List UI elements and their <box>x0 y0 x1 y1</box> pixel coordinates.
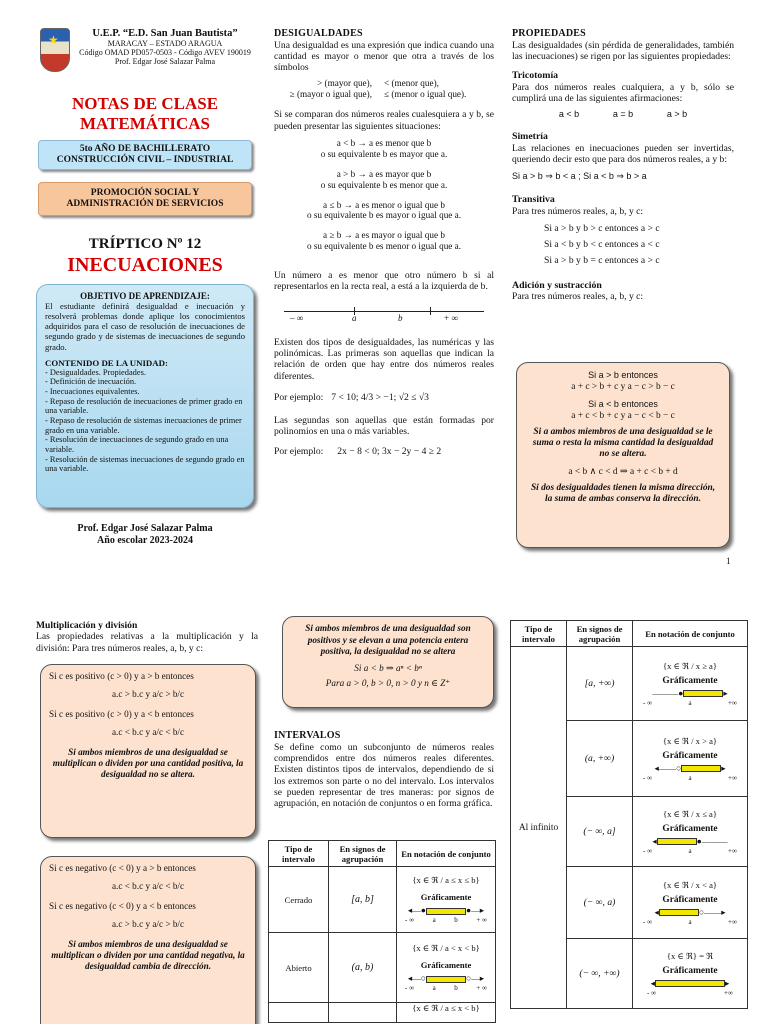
case-1 <box>274 138 494 160</box>
case-4 <box>274 230 494 252</box>
row-set-cell <box>633 721 748 797</box>
graph-axis <box>633 774 747 782</box>
negative-box <box>40 856 256 1024</box>
axis-label: a <box>432 984 436 992</box>
axis-label: a <box>432 916 436 924</box>
case-4-line-2: o su equivalente b es menor o igual que a. <box>306 241 462 252</box>
interval-bar <box>426 908 466 915</box>
props-intro: Las desigualdades (sin pérdida de generalidades, también las inecuaciones) se rigen por las siguientes propiedades: <box>512 39 734 63</box>
table-row <box>269 933 496 1003</box>
axis-label: a <box>688 698 692 707</box>
page-number: 1 <box>726 556 731 566</box>
pos-formula-2: a.c < b.c y a/c < b/c <box>111 726 185 737</box>
header-sign: En signos de agrupación <box>567 621 633 647</box>
axis-label: +∞ <box>728 773 737 782</box>
header-sign: En signos de agrupación <box>329 841 397 867</box>
case-3-line-1: a ≤ b → a es menor o igual que b <box>323 199 445 210</box>
table-header-row <box>269 841 496 867</box>
header-set: En notación de conjunto <box>633 621 748 647</box>
school-codes: Código OMAD PD057-0503 - Código AVEV 190019 <box>79 48 251 58</box>
axis-label: - ∞ <box>405 984 415 992</box>
trans-item: Si a > b y b = c entonces a > c <box>544 255 660 267</box>
axis-label: - ∞ <box>643 846 653 855</box>
header-type: Tipo de intervalo <box>269 841 329 867</box>
row-sign: (a, b) <box>329 933 397 1003</box>
row-type: Cerrado <box>269 867 329 933</box>
trans-item: Si a > b y b > c entonces a > c <box>544 222 660 234</box>
pos-line-1: Si c es positivo (c > 0) y a > b entonces <box>49 671 194 681</box>
row-sign: [a, b] <box>329 867 397 933</box>
promo-box-line-2: ADMINISTRACIÓN DE SERVICIOS <box>66 199 224 210</box>
row-set: {x ∈ ℜ / a ≤ x < b} <box>397 1003 496 1023</box>
neg-rule: Si ambos miembros de una desigualdad se multiplican o dividen por una cantidad negativa, la desigualdad cambia de dirección. <box>51 938 245 971</box>
add-rule: Si a ambos miembros de una desigualdad se le suma o resta la misma cantidad la desigualdad no se altera. <box>532 426 714 460</box>
tick-b <box>430 307 431 315</box>
neg-line-2: Si c es negativo (c < 0) y a < b entonces <box>49 900 196 911</box>
list-item: - Resolución de sistemas inecuaciones de segundo grado en una variable. <box>45 454 245 474</box>
axis-label: a <box>688 846 692 855</box>
footer-year: Año escolar 2023-2024 <box>97 535 193 546</box>
graph-axis <box>633 918 747 926</box>
header-type: Tipo de intervalo <box>511 621 567 647</box>
power-formula: Si a < b ⇒ aⁿ < bⁿ <box>354 662 422 673</box>
intervals-column <box>274 730 494 810</box>
axis-label: a <box>688 917 692 926</box>
graph-label: Gráficamente <box>662 823 718 834</box>
infinite-type: Al infinito <box>511 647 567 1009</box>
add-text: Para tres números reales, a, b, y c: <box>512 291 644 303</box>
table-row <box>269 867 496 933</box>
addition-box <box>516 362 730 548</box>
row-sign: (− ∞, +∞) <box>567 939 633 1009</box>
number-line-axis <box>284 311 484 312</box>
row-set: {x ∈ ℜ / a ≤ x ≤ b} <box>412 875 480 885</box>
tric-title: Tricotomía <box>512 70 559 82</box>
interval-bar <box>426 976 466 983</box>
sim-text: Las relaciones en inecuaciones pueden ser invertidas, queriendo decir esto que para dos números reales, a y b: <box>512 142 734 166</box>
add-title: Adición y sustracción <box>512 279 602 291</box>
case-3 <box>274 200 494 222</box>
row-sign <box>329 1003 397 1023</box>
symbol-lt: < (menor que), <box>384 77 439 88</box>
list-item: - Desigualdades. Propiedades. <box>45 367 146 377</box>
label-b: b <box>398 312 403 323</box>
axis-label: +∞ <box>728 917 737 926</box>
label-minus-inf: – ∞ <box>290 312 304 323</box>
axis-label: - ∞ <box>647 988 657 997</box>
add-box-line: Si a < b entonces <box>588 398 658 409</box>
row-set: {x ∈ ℜ / x ≤ a} <box>662 808 717 819</box>
mult-intro: Las propiedades relativas a la multiplicación y la división: Para tres números reales, a, b, y c: <box>36 631 258 654</box>
props-column <box>512 28 734 303</box>
row-set: {x ∈ ℜ / x ≥ a} <box>662 660 717 671</box>
case-2-line-2: o su equivalente b es menor que a. <box>320 179 448 190</box>
positive-box <box>40 664 256 838</box>
intervals-text: Se define como un subconjunto de números reales comprendidos entre dos números reales diferentes. Existen distintos tipos de intervalos, dependiendo de si los extremos son parte o no del intervalo. Los intervalos se pueden representar de tres maneras: por signos de agrupación, en notación de conjuntos o en forma gráfica. <box>274 741 494 810</box>
pos-formula-1: a.c > b.c y a/c > b/c <box>111 688 185 699</box>
list-item: - Definición de inecuación. <box>45 377 137 387</box>
row-sign: (− ∞, a) <box>567 867 633 939</box>
row-set-cell <box>397 867 496 933</box>
school-place: MARACAY – ESTADO ARAGUA <box>107 39 223 48</box>
trans-title: Transitiva <box>512 193 555 205</box>
interval-bar <box>659 909 699 916</box>
graph-axis <box>397 984 495 992</box>
case-4-line-1: a ≥ b → a es mayor o igual que b <box>323 230 445 241</box>
tric-text: Para dos números reales cualquiera, a y b, sólo se cumplirá una de las siguientes afirmaciones: <box>512 81 734 105</box>
symbol-gt: > (mayor que), <box>317 77 372 88</box>
list-item: - Resolución de inecuaciones de segundo grado en una variable. <box>45 435 229 454</box>
axis-label: - ∞ <box>643 917 653 926</box>
axis-label: + ∞ <box>476 984 487 992</box>
label-plus-inf: + ∞ <box>444 312 458 323</box>
pos-rule: Si ambos miembros de una desigualdad se multiplican o dividen por una cantidad positiva, la desigualdad no se altera. <box>52 746 244 779</box>
line-text: Un número a es menor que otro número b si al representarlos en la recta real, a está a la izquierda de b. <box>274 269 494 293</box>
trans-text: Para tres números reales, a, b, y c: <box>512 205 644 217</box>
row-sign: [a, +∞) <box>567 647 633 721</box>
tric-item: a > b <box>666 108 688 119</box>
row-set-cell <box>633 867 748 939</box>
notes-title <box>36 94 254 133</box>
desig-column <box>274 28 494 457</box>
trans-items <box>512 221 734 270</box>
content-title: CONTENIDO DE LA UNIDAD: <box>45 357 168 368</box>
interval-bar <box>655 980 725 987</box>
case-3-line-2: o su equivalente b es mayor o igual que a. <box>306 210 462 221</box>
topic-title: INECUACIONES <box>67 254 223 276</box>
sim-title: Simetría <box>512 131 548 143</box>
axis-label: +∞ <box>728 698 737 707</box>
trans-item: Si a < b y b < c entonces a < c <box>544 239 660 251</box>
header-set: En notación de conjunto <box>397 841 496 867</box>
interval-bar <box>657 838 697 845</box>
table-row <box>511 647 748 721</box>
interval-graph: ◂ ●——— <box>652 835 728 846</box>
interval-graph: ◂ ▸ <box>650 977 730 988</box>
row-type <box>269 1003 329 1023</box>
graph-label: Gráficamente <box>662 894 718 905</box>
case-1-line-2: o su equivalente b es mayor que a. <box>320 148 448 159</box>
year-box-line-2: CONSTRUCCIÓN CIVIL – INDUSTRIAL <box>56 155 234 166</box>
row-set-cell <box>633 939 748 1009</box>
footer-left <box>36 523 254 547</box>
axis-label: a <box>688 773 692 782</box>
row-type: Abierto <box>269 933 329 1003</box>
pos-line-2: Si c es positivo (c > 0) y a < b entonces <box>49 708 194 719</box>
axis-label: - ∞ <box>405 916 415 924</box>
case-2 <box>274 169 494 191</box>
interval-bar <box>683 690 723 697</box>
desig-title: DESIGUALDADES <box>274 28 363 39</box>
list-item: - Repaso de resolución de inecuaciones de primer grado en una variable. <box>45 396 243 416</box>
table-row <box>269 1003 496 1023</box>
desig-compare: Si se comparan dos números reales cualesquiera a y b, se pueden presentar las siguientes situaciones: <box>274 109 494 132</box>
promo-box <box>38 182 252 216</box>
intervals-title: INTERVALOS <box>274 730 341 741</box>
row-set: {x ∈ ℜ / x < a} <box>662 879 718 890</box>
header-block <box>70 28 260 67</box>
notes-title-line-1: NOTAS DE CLASE <box>71 94 219 113</box>
neg-line-1: Si c es negativo (c < 0) y a > b entonces <box>49 863 196 873</box>
school-prof: Prof. Edgar José Salazar Palma <box>114 57 216 67</box>
axis-label: +∞ <box>728 846 737 855</box>
tric-items <box>512 109 734 120</box>
objective-title: OBJETIVO DE APRENDIZAJE: <box>80 291 210 301</box>
case-1-line-1: a < b → a es menor que b <box>336 138 432 149</box>
power-box <box>282 616 494 708</box>
poly-text: Las segundas son aquellas que están formadas por polinomios en una o más variables. <box>274 415 494 438</box>
symbols-row-2 <box>274 89 494 100</box>
example-2-label: Por ejemplo: <box>274 445 324 457</box>
row-set-cell <box>633 797 748 867</box>
graph-label: Gráficamente <box>662 965 718 976</box>
add-box-line: a + c > b + c y a − c > b − c <box>571 382 675 393</box>
row-set-cell <box>633 647 748 721</box>
interval-graph: ◂ ○——▸ <box>654 906 726 917</box>
example-1-label: Por ejemplo: <box>274 391 324 403</box>
graph-axis <box>633 847 747 855</box>
example-2 <box>274 446 494 457</box>
intervals-table <box>268 840 496 1023</box>
mult-title: Multiplicación y división <box>36 620 138 631</box>
sim-formula: Si a > b ⇒ b < a ; Si a < b ⇒ b > a <box>512 171 647 182</box>
school-name: U.E.P. “E.D. San Juan Bautista” <box>92 28 238 39</box>
tric-item: a = b <box>612 108 634 119</box>
power-cond: Para a > 0, b > 0, n > 0 y n ∈ Z⁺ <box>325 678 451 688</box>
interval-graph: ◂—● ●—▸ <box>407 905 485 915</box>
axis-label: b <box>454 984 458 992</box>
symbols-row-1 <box>274 78 494 89</box>
graph-axis <box>397 916 495 924</box>
row-set-cell <box>397 933 496 1003</box>
case-2-line-1: a > b → a es mayor que b <box>336 168 432 179</box>
graph-label: Gráficamente <box>420 892 472 902</box>
axis-label: +∞ <box>724 988 733 997</box>
row-set: {x ∈ ℜ} = ℜ <box>666 950 714 961</box>
triptico-number: TRÍPTICO Nº 12 <box>88 236 202 252</box>
row-set: {x ∈ ℜ / a < x < b} <box>412 943 480 953</box>
graph-label: Gráficamente <box>662 675 718 686</box>
add-formula: a < b ∧ c < d ⇒ a + c < b + d <box>568 466 678 477</box>
axis-label: - ∞ <box>643 698 653 707</box>
promo-box-line-1: PROMOCIÓN SOCIAL Y <box>90 188 200 198</box>
star-icon: ★ <box>48 33 59 47</box>
label-a: a <box>352 312 357 323</box>
example-1-value: 7 < 10; 4/3 > −1; √2 ≤ √3 <box>331 391 429 403</box>
interval-graph: ◂——○ ▸ <box>654 762 726 773</box>
example-2-value: 2x − 8 < 0; 3x − 2y − 4 ≥ 2 <box>337 445 442 457</box>
graph-axis <box>633 699 747 707</box>
row-set: {x ∈ ℜ / x > a} <box>662 735 718 746</box>
example-1 <box>274 392 494 403</box>
neg-formula-1: a.c < b.c y a/c < b/c <box>111 880 185 891</box>
graph-label: Gráficamente <box>420 960 472 970</box>
table-header-row <box>511 621 748 647</box>
row-sign: (− ∞, a] <box>567 797 633 867</box>
symbol-le: ≤ (menor o igual que). <box>384 88 467 99</box>
graph-label: Gráficamente <box>662 750 718 761</box>
interval-graph: ———● ▸ <box>652 687 728 698</box>
mult-column <box>36 620 258 654</box>
add-box-line: Si a > b entonces <box>588 370 658 380</box>
infinite-table <box>510 620 748 1009</box>
year-box-line-1: 5to AÑO DE BACHILLERATO <box>79 144 211 154</box>
notes-title-line-2: MATEMÁTICAS <box>79 113 211 133</box>
power-rule: Si ambos miembros de una desigualdad son positivos y se elevan a una potencia entera positiva, la desigualdad no se altera <box>305 623 471 656</box>
axis-label: - ∞ <box>643 773 653 782</box>
add-box-line: a + c < b + c y a − c < b − c <box>571 410 675 421</box>
year-box <box>38 140 252 170</box>
neg-formula-2: a.c > b.c y a/c > b/c <box>111 918 185 929</box>
types-text: Existen dos tipos de desigualdades, las numéricas y las polinómicas. Las primeras son aquellas que indican la relación de orden que hay entre dos números reales diferentes. <box>274 336 494 382</box>
objective-box <box>36 284 254 508</box>
content-list <box>45 368 245 474</box>
footer-prof: Prof. Edgar José Salazar Palma <box>77 523 213 534</box>
tric-item: a < b <box>558 108 580 119</box>
symbol-ge: ≥ (mayor o igual que), <box>289 88 372 99</box>
list-item: - Repaso de resolución de sistemas inecuaciones de primer grado en una variable. <box>45 415 242 435</box>
interval-graph: ◂—○ ○—▸ <box>407 973 485 983</box>
list-item: - Inecuaciones equivalentes. <box>45 387 140 397</box>
number-line <box>274 299 494 327</box>
graph-axis <box>633 989 747 997</box>
desig-intro: Una desigualdad es una expresión que indica cuando una cantidad es mayor o menor que otra a través de los símbolos <box>274 39 494 74</box>
interval-bar <box>681 765 721 772</box>
objective-text: El estudiante definirá desigualdad e inecuación y resolverá problemas donde aplique los conocimientos adquiridos para el caso de resolución de inecuaciones de segundo grado y de sistemas de inecuaciones de segundo grado. <box>45 301 245 352</box>
row-sign: (a, +∞) <box>567 721 633 797</box>
add-rule-2: Si dos desigualdades tienen la misma dirección, la suma de ambas conserva la dirección. <box>530 483 716 505</box>
props-title: PROPIEDADES <box>512 28 586 39</box>
axis-label: + ∞ <box>476 916 487 924</box>
axis-label: b <box>454 916 458 924</box>
